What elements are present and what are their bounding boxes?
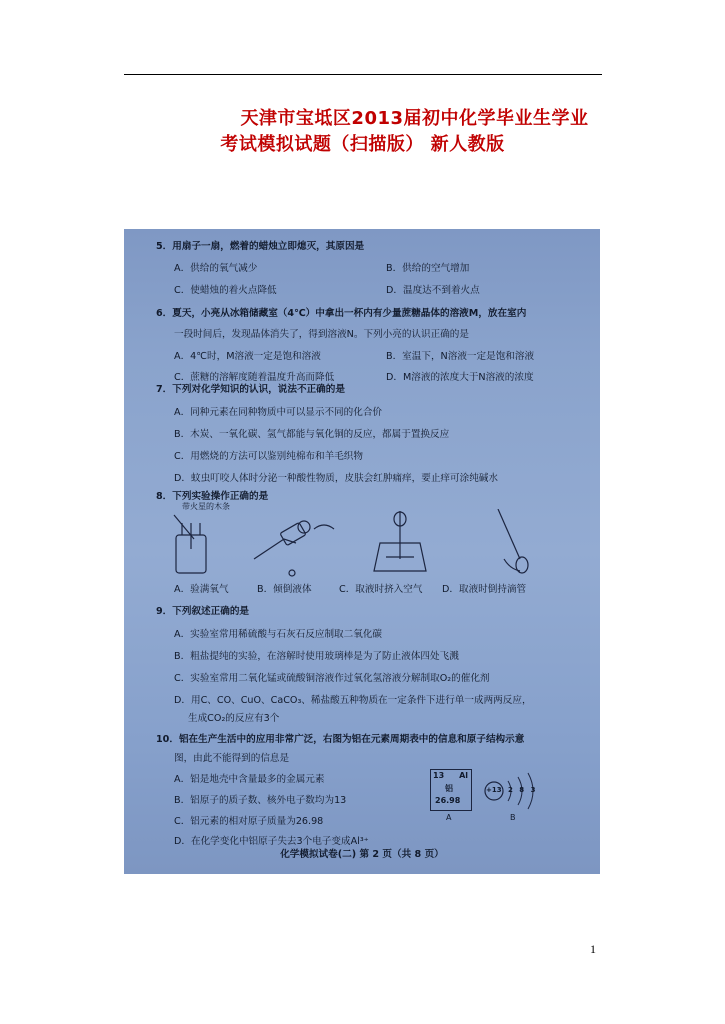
q7-stem: 7．下列对化学知识的认识，说法不正确的是 xyxy=(156,384,345,395)
q9-option-b: B．粗盐提纯的实验，在溶解时使用玻璃棒是为了防止液体四处飞溅 xyxy=(174,651,459,662)
element-number: 13 xyxy=(433,771,445,780)
header-rule xyxy=(124,74,602,75)
q10-stem-line2: 图，由此不能得到的信息是 xyxy=(174,753,290,764)
scanned-exam-page xyxy=(124,229,600,874)
q9-option-d-line2: 生成CO₂的反应有3个 xyxy=(188,713,280,724)
q10-option-b: B．铝原子的质子数、核外电子数均为13 xyxy=(174,795,347,806)
q8-stem: 8．下列实验操作正确的是 xyxy=(156,491,269,502)
q8-option-b: B．倾倒液体 xyxy=(257,584,312,595)
q5-option-b: B．供给的空气增加 xyxy=(386,263,470,274)
q8-apparatus-figures xyxy=(164,509,564,579)
oxygen-bottle-icon xyxy=(174,515,206,573)
q8-note: 带火星的木条 xyxy=(182,502,230,511)
nucleus-charge: +13 xyxy=(486,786,502,794)
q6-option-d: D．M溶液的浓度大于N溶液的浓度 xyxy=(386,372,534,383)
q10-option-a: A．铝是地壳中含量最多的金属元素 xyxy=(174,774,325,785)
element-symbol: Al xyxy=(459,771,468,780)
q9-option-a: A．实验室常用稀硫酸与石灰石反应制取二氧化碳 xyxy=(174,629,383,640)
figure-label-a: A xyxy=(446,813,452,822)
q10-option-c: C．铝元素的相对原子质量为26.98 xyxy=(174,816,324,827)
q8-option-d: D．取液时倒持滴管 xyxy=(442,584,527,595)
document-title-line2: 考试模拟试题（扫描版） 新人教版 xyxy=(220,134,505,155)
q5-option-a: A．供给的氧气减少 xyxy=(174,263,258,274)
q10-option-d: D．在化学变化中铝原子失去3个电子变成Al³⁺ xyxy=(174,836,369,847)
q10-stem-line1: 10．铝在生产生活中的应用非常广泛，右图为铝在元素周期表中的信息和原子结构示意 xyxy=(156,734,525,745)
page-number: 1 xyxy=(590,942,596,956)
q6-option-c: C．蔗糖的溶解度随着温度升高而降低 xyxy=(174,372,335,383)
q6-stem-line1: 6．夏天，小亮从冰箱储藏室（4℃）中拿出一杯内有少量蔗糖晶体的溶液M，放在室内 xyxy=(156,308,527,319)
aluminium-element-cell xyxy=(430,769,472,811)
element-name: 铝 xyxy=(445,784,453,793)
figure-label-b: B xyxy=(510,813,516,822)
q6-option-a: A．4℃时，M溶液一定是饱和溶液 xyxy=(174,351,321,362)
q9-stem: 9．下列叙述正确的是 xyxy=(156,606,250,617)
q7-option-a: A．同种元素在同种物质中可以显示不同的化合价 xyxy=(174,407,383,418)
q5-option-c: C．使蜡烛的着火点降低 xyxy=(174,285,277,296)
exam-page-footer: 化学模拟试卷(二) 第 2 页（共 8 页） xyxy=(280,849,444,860)
q8-option-a: A．验满氧气 xyxy=(174,584,229,595)
dropper-bottle-icon xyxy=(374,511,426,571)
element-mass: 26.98 xyxy=(435,796,461,805)
q6-stem-line2: 一段时间后，发现晶体消失了，得到溶液N。下列小亮的认识正确的是 xyxy=(174,329,469,340)
q8-option-c: C．取液时挤入空气 xyxy=(339,584,423,595)
q5-option-d: D．温度达不到着火点 xyxy=(386,285,480,296)
q7-option-b: B．木炭、一氧化碳、氢气都能与氧化铜的反应，都属于置换反应 xyxy=(174,429,450,440)
q9-option-c: C．实验室常用二氧化锰或硫酸铜溶液作过氧化氢溶液分解制取O₂的催化剂 xyxy=(174,673,490,684)
inverted-dropper-icon xyxy=(498,509,528,573)
electron-shells: 2 8 3 xyxy=(508,786,538,794)
q6-option-b: B．室温下，N溶液一定是饱和溶液 xyxy=(386,351,535,362)
q7-option-c: C．用燃烧的方法可以鉴别纯棉布和羊毛织物 xyxy=(174,451,363,462)
document-title-line1: 天津市宝坻区2013届初中化学毕业生学业 xyxy=(240,108,589,129)
pouring-liquid-icon xyxy=(254,521,334,576)
q5-stem: 5．用扇子一扇，燃着的蜡烛立即熄灭，其原因是 xyxy=(156,241,365,252)
q7-option-d: D．蚊虫叮咬人体时分泌一种酸性物质，皮肤会红肿痛痒，要止痒可涂纯碱水 xyxy=(174,473,498,484)
q9-option-d-line1: D．用C、CO、CuO、CaCO₃、稀盐酸五种物质在一定条件下进行单一成两两反应， xyxy=(174,695,532,706)
